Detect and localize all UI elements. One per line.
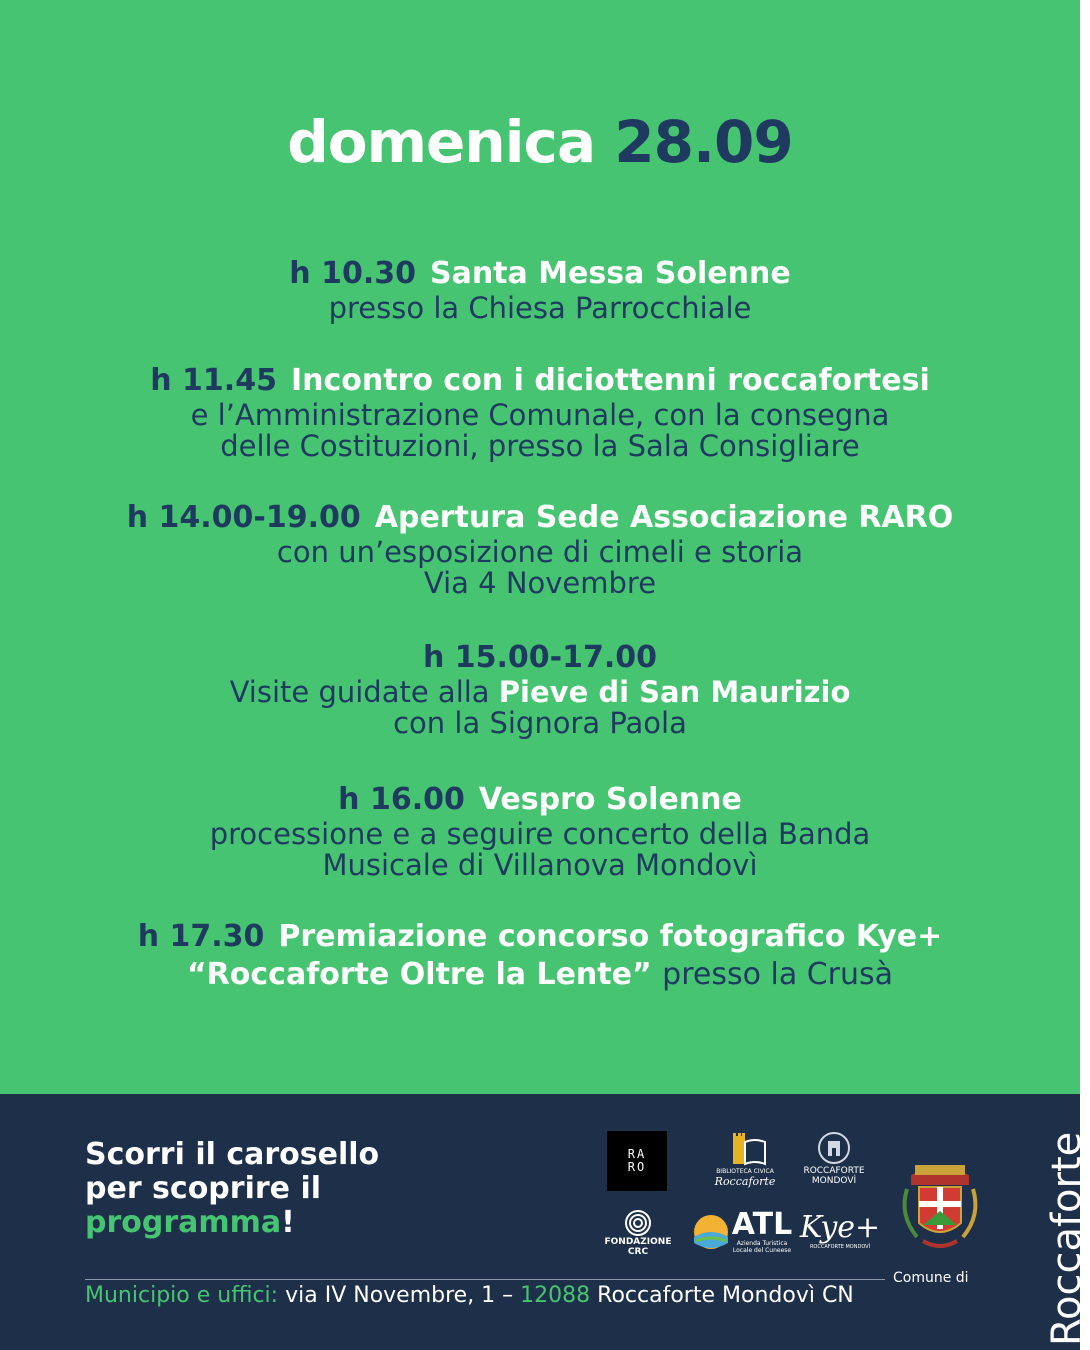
carousel-hint-highlight: programma xyxy=(85,1205,282,1240)
event-desc: presso la Chiesa Parrocchiale xyxy=(328,291,752,325)
kye-sub: ROCCAFORTE MONDOVÌ xyxy=(809,1244,871,1250)
raro-logo xyxy=(607,1131,667,1191)
coat-of-arms-logo xyxy=(893,1145,987,1257)
event-desc: delle Costituzioni, presso la Sala Consigliare xyxy=(220,429,860,463)
kye-name: Kye+ xyxy=(799,1210,881,1245)
atl-sub1: Azienda Turistica xyxy=(736,1240,788,1247)
event-desc: e l’Amministrazione Comunale, con la consegna xyxy=(190,398,890,432)
event-desc: Via 4 Novembre xyxy=(423,566,657,600)
event-desc: Musicale di Villanova Mondovì xyxy=(322,848,758,882)
carousel-hint-line1: Scorri il carosello xyxy=(85,1137,380,1172)
event-desc: processione e a seguire concerto della Banda xyxy=(209,817,871,851)
biblioteca-top: BIBLIOTECA CIVICA xyxy=(716,1168,774,1175)
footer-divider xyxy=(85,1279,885,1280)
title-day: domenica xyxy=(287,108,596,176)
event-title: Apertura Sede Associazione RARO xyxy=(374,500,954,535)
event-1 xyxy=(40,255,1040,324)
event-title: Incontro con i diciottenni roccafortesi xyxy=(290,363,930,398)
event-5 xyxy=(40,781,1040,881)
title-date: 28.09 xyxy=(614,108,793,176)
address xyxy=(85,1283,854,1308)
castle-icon xyxy=(817,1130,851,1166)
fondazione-rings-icon xyxy=(618,1209,658,1237)
event-desc-highlight: Pieve di San Maurizio xyxy=(498,675,851,709)
event-2 xyxy=(40,362,1040,462)
event-desc: con la Signora Paola xyxy=(393,706,687,740)
biblioteca-logo xyxy=(712,1124,778,1196)
event-time: h 10.30 xyxy=(289,256,416,291)
event-time: h 17.30 xyxy=(137,919,265,954)
event-location: presso la Crusà xyxy=(662,957,894,992)
atl-sun-icon xyxy=(692,1213,730,1251)
event-3 xyxy=(40,499,1040,599)
event-title: Premiazione concorso fotografico Kye+ xyxy=(278,919,943,954)
event-time: h 14.00-19.00 xyxy=(126,500,361,535)
carousel-hint xyxy=(85,1138,379,1240)
biblioteca-name: Roccaforte xyxy=(714,1175,776,1188)
event-desc-prefix: Visite guidate alla xyxy=(229,675,490,709)
roccaforte-line2: MONDOVÌ xyxy=(811,1176,857,1186)
brand-vertical: Roccaforte xyxy=(1044,1131,1090,1346)
roccaforte-line1: ROCCAFORTE xyxy=(803,1166,865,1176)
raro-line1: RA xyxy=(627,1147,647,1161)
fondazione-name: FONDAZIONE CRC xyxy=(604,1237,672,1257)
event-title: Santa Messa Solenne xyxy=(429,256,791,291)
event-subtitle: “Roccaforte Oltre la Lente” xyxy=(186,957,652,992)
event-4 xyxy=(40,639,1040,739)
kye-logo xyxy=(800,1208,880,1254)
atl-sub2: Locale del Cuneese xyxy=(732,1247,792,1254)
event-time: h 16.00 xyxy=(338,782,465,817)
comune-label: Comune di xyxy=(893,1270,969,1286)
raro-line2: RO xyxy=(627,1160,647,1174)
address-cap: 12088 xyxy=(520,1283,591,1308)
event-desc: con un’esposizione di cimeli e storia xyxy=(276,535,804,569)
event-time: h 11.45 xyxy=(150,363,277,398)
event-6 xyxy=(40,918,1040,994)
carousel-hint-end: ! xyxy=(281,1205,295,1240)
address-label: Municipio e uffici: xyxy=(85,1283,279,1308)
coat-of-arms-icon xyxy=(893,1145,987,1257)
page-title xyxy=(0,108,1080,176)
event-time: h 15.00-17.00 xyxy=(422,640,658,675)
tower-book-icon xyxy=(723,1132,767,1168)
carousel-hint-line2: per scoprire il xyxy=(85,1171,322,1206)
event-desc xyxy=(40,677,1040,708)
address-city: Roccaforte Mondovì CN xyxy=(597,1283,854,1308)
atl-logo xyxy=(694,1207,793,1256)
fondazione-crc-logo xyxy=(597,1210,679,1256)
address-street: via IV Novembre, 1 – xyxy=(285,1283,514,1308)
roccaforte-logo xyxy=(800,1124,868,1192)
event-title: Vespro Solenne xyxy=(478,782,742,817)
atl-name: ATL xyxy=(731,1207,793,1242)
